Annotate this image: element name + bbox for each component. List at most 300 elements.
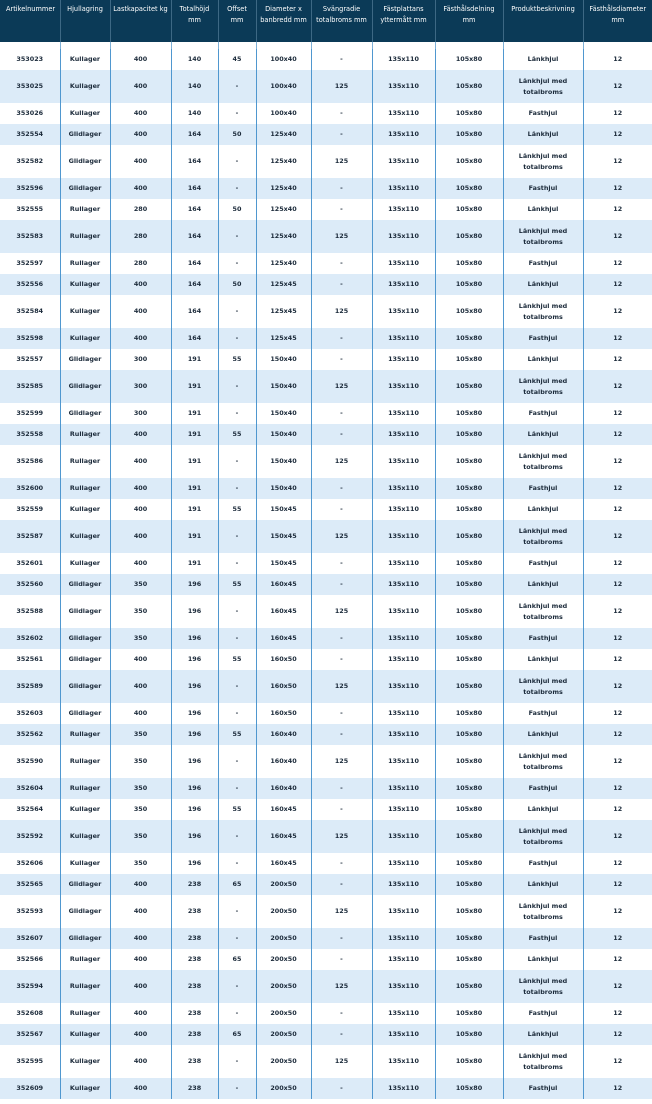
table-row[interactable]: [0, 970, 652, 1003]
swivel-radius-cell: -: [311, 178, 372, 199]
plate-size-cell: 135x110: [372, 424, 435, 445]
plate-size-cell: 135x110: [372, 220, 435, 253]
bolt-hole-diameter-cell: 12: [583, 445, 652, 478]
bolt-hole-diameter-cell: 12: [583, 424, 652, 445]
bearing-cell: Glidlager: [60, 895, 110, 928]
bolt-hole-diameter-cell: 12: [583, 553, 652, 574]
total-height-cell: 196: [171, 745, 218, 778]
table-row[interactable]: [0, 478, 652, 499]
article-number-cell: 352582: [0, 145, 60, 178]
bolt-hole-diameter-cell: 12: [583, 328, 652, 349]
bolt-spacing-cell: 105x80: [435, 745, 503, 778]
bearing-cell: Rullager: [60, 724, 110, 745]
spacer-cell: [256, 42, 311, 49]
load-capacity-cell: 400: [110, 328, 171, 349]
spacer-cell: [311, 42, 372, 49]
description-cell: Länkhjul: [503, 424, 583, 445]
bearing-cell: Rullager: [60, 220, 110, 253]
total-height-cell: 164: [171, 145, 218, 178]
total-height-cell: 164: [171, 178, 218, 199]
diameter-width-cell: 160x45: [256, 595, 311, 628]
col-header-total-height[interactable]: Totalhöjd mm: [171, 0, 218, 42]
description-cell: Fasthjul: [503, 553, 583, 574]
bearing-cell: Kullager: [60, 799, 110, 820]
offset-cell: -: [218, 970, 256, 1003]
swivel-radius-cell: -: [311, 199, 372, 220]
plate-size-cell: 135x110: [372, 778, 435, 799]
offset-cell: 45: [218, 49, 256, 70]
article-number-cell: 352565: [0, 874, 60, 895]
offset-cell: -: [218, 220, 256, 253]
table-row[interactable]: [0, 724, 652, 745]
total-height-cell: 164: [171, 295, 218, 328]
diameter-width-cell: 150x40: [256, 370, 311, 403]
swivel-radius-cell: 125: [311, 820, 372, 853]
swivel-radius-cell: -: [311, 574, 372, 595]
description-cell: Länkhjul med totalbroms: [503, 220, 583, 253]
load-capacity-cell: 300: [110, 403, 171, 424]
description-cell: Länkhjul: [503, 199, 583, 220]
plate-size-cell: 135x110: [372, 949, 435, 970]
col-header-swivel-radius[interactable]: Svängradie totalbroms mm: [311, 0, 372, 42]
offset-cell: 55: [218, 799, 256, 820]
diameter-width-cell: 160x40: [256, 745, 311, 778]
bearing-cell: Glidlager: [60, 874, 110, 895]
bolt-hole-diameter-cell: 12: [583, 820, 652, 853]
description-cell: Länkhjul: [503, 724, 583, 745]
bolt-hole-diameter-cell: 12: [583, 595, 652, 628]
bearing-cell: Glidlager: [60, 703, 110, 724]
table-row[interactable]: [0, 778, 652, 799]
bolt-hole-diameter-cell: 12: [583, 403, 652, 424]
bearing-cell: Rullager: [60, 478, 110, 499]
diameter-width-cell: 200x50: [256, 874, 311, 895]
diameter-width-cell: 200x50: [256, 970, 311, 1003]
diameter-width-cell: 125x40: [256, 253, 311, 274]
swivel-radius-cell: -: [311, 424, 372, 445]
load-capacity-cell: 350: [110, 745, 171, 778]
bearing-cell: Glidlager: [60, 928, 110, 949]
offset-cell: -: [218, 295, 256, 328]
table-row[interactable]: [0, 145, 652, 178]
description-cell: Länkhjul med totalbroms: [503, 295, 583, 328]
offset-cell: -: [218, 1003, 256, 1024]
total-height-cell: 196: [171, 820, 218, 853]
swivel-radius-cell: -: [311, 274, 372, 295]
swivel-radius-cell: -: [311, 478, 372, 499]
load-capacity-cell: 400: [110, 295, 171, 328]
description-cell: Fasthjul: [503, 703, 583, 724]
bolt-spacing-cell: 105x80: [435, 349, 503, 370]
bolt-hole-diameter-cell: 12: [583, 778, 652, 799]
swivel-radius-cell: -: [311, 124, 372, 145]
bolt-hole-diameter-cell: 12: [583, 628, 652, 649]
bolt-spacing-cell: 105x80: [435, 970, 503, 1003]
diameter-width-cell: 150x40: [256, 349, 311, 370]
bolt-spacing-cell: 105x80: [435, 1078, 503, 1099]
bearing-cell: Kullager: [60, 1045, 110, 1078]
article-number-cell: 352602: [0, 628, 60, 649]
article-number-cell: 352585: [0, 370, 60, 403]
bearing-cell: Glidlager: [60, 574, 110, 595]
swivel-radius-cell: -: [311, 403, 372, 424]
bearing-cell: Kullager: [60, 70, 110, 103]
diameter-width-cell: 160x40: [256, 724, 311, 745]
bearing-cell: Glidlager: [60, 145, 110, 178]
description-cell: Fasthjul: [503, 628, 583, 649]
table-row[interactable]: [0, 799, 652, 820]
bolt-hole-diameter-cell: 12: [583, 928, 652, 949]
load-capacity-cell: 350: [110, 799, 171, 820]
bolt-spacing-cell: 105x80: [435, 949, 503, 970]
bolt-spacing-cell: 105x80: [435, 1024, 503, 1045]
bearing-cell: Rullager: [60, 778, 110, 799]
bolt-spacing-cell: 105x80: [435, 220, 503, 253]
plate-size-cell: 135x110: [372, 445, 435, 478]
col-header-bearing[interactable]: Hjullagring: [60, 0, 110, 42]
table-row[interactable]: [0, 220, 652, 253]
description-cell: Länkhjul med totalbroms: [503, 445, 583, 478]
col-header-article-number[interactable]: Artikelnummer: [0, 0, 60, 42]
bearing-cell: Kullager: [60, 520, 110, 553]
article-number-cell: 352598: [0, 328, 60, 349]
article-number-cell: 352557: [0, 349, 60, 370]
offset-cell: -: [218, 745, 256, 778]
offset-cell: -: [218, 520, 256, 553]
table-row[interactable]: [0, 874, 652, 895]
diameter-width-cell: 200x50: [256, 1003, 311, 1024]
bolt-hole-diameter-cell: 12: [583, 724, 652, 745]
load-capacity-cell: 400: [110, 928, 171, 949]
total-height-cell: 164: [171, 274, 218, 295]
table-row[interactable]: [0, 820, 652, 853]
col-header-bolt-hole-diameter[interactable]: Fästhålsdiameter mm: [583, 0, 652, 42]
diameter-width-cell: 200x50: [256, 1024, 311, 1045]
load-capacity-cell: 400: [110, 895, 171, 928]
table-row[interactable]: [0, 1078, 652, 1099]
description-cell: Länkhjul med totalbroms: [503, 670, 583, 703]
table-row[interactable]: [0, 403, 652, 424]
table-body: [0, 42, 652, 1099]
col-header-offset[interactable]: Offset mm: [218, 0, 256, 42]
bolt-spacing-cell: 105x80: [435, 253, 503, 274]
bolt-hole-diameter-cell: 12: [583, 349, 652, 370]
table-row[interactable]: [0, 649, 652, 670]
article-number-cell: 352586: [0, 445, 60, 478]
bolt-hole-diameter-cell: 12: [583, 1078, 652, 1099]
load-capacity-cell: 400: [110, 1024, 171, 1045]
article-number-cell: 352601: [0, 553, 60, 574]
load-capacity-cell: 280: [110, 220, 171, 253]
col-header-bolt-spacing[interactable]: Fästhålsdelning mm: [435, 0, 503, 42]
load-capacity-cell: 400: [110, 553, 171, 574]
col-header-load-capacity[interactable]: Lastkapacitet kg: [110, 0, 171, 42]
article-number-cell: 352588: [0, 595, 60, 628]
header-spacer: [0, 42, 652, 49]
swivel-radius-cell: -: [311, 853, 372, 874]
plate-size-cell: 135x110: [372, 274, 435, 295]
offset-cell: 50: [218, 124, 256, 145]
diameter-width-cell: 160x50: [256, 703, 311, 724]
offset-cell: 65: [218, 949, 256, 970]
swivel-radius-cell: -: [311, 103, 372, 124]
description-cell: Länkhjul: [503, 799, 583, 820]
bearing-cell: Kullager: [60, 1078, 110, 1099]
article-number-cell: 352608: [0, 1003, 60, 1024]
plate-size-cell: 135x110: [372, 1024, 435, 1045]
bearing-cell: Rullager: [60, 949, 110, 970]
article-number-cell: 352593: [0, 895, 60, 928]
diameter-width-cell: 160x45: [256, 574, 311, 595]
description-cell: Länkhjul: [503, 124, 583, 145]
plate-size-cell: 135x110: [372, 253, 435, 274]
article-number-cell: 353023: [0, 49, 60, 70]
bolt-hole-diameter-cell: 12: [583, 499, 652, 520]
load-capacity-cell: 300: [110, 370, 171, 403]
total-height-cell: 196: [171, 703, 218, 724]
table-row[interactable]: [0, 928, 652, 949]
load-capacity-cell: 400: [110, 445, 171, 478]
bolt-hole-diameter-cell: 12: [583, 670, 652, 703]
table-row[interactable]: [0, 670, 652, 703]
load-capacity-cell: 400: [110, 70, 171, 103]
bolt-spacing-cell: 105x80: [435, 199, 503, 220]
swivel-radius-cell: 125: [311, 445, 372, 478]
diameter-width-cell: 200x50: [256, 949, 311, 970]
description-cell: Fasthjul: [503, 1003, 583, 1024]
offset-cell: 55: [218, 649, 256, 670]
offset-cell: -: [218, 328, 256, 349]
load-capacity-cell: 400: [110, 145, 171, 178]
plate-size-cell: 135x110: [372, 295, 435, 328]
plate-size-cell: 135x110: [372, 799, 435, 820]
load-capacity-cell: 400: [110, 1078, 171, 1099]
total-height-cell: 238: [171, 949, 218, 970]
article-number-cell: 352599: [0, 403, 60, 424]
plate-size-cell: 135x110: [372, 853, 435, 874]
bolt-hole-diameter-cell: 12: [583, 1003, 652, 1024]
load-capacity-cell: 400: [110, 649, 171, 670]
bearing-cell: Kullager: [60, 820, 110, 853]
col-header-plate-size[interactable]: Fästplattans yttermått mm: [372, 0, 435, 42]
bolt-hole-diameter-cell: 12: [583, 895, 652, 928]
table-row[interactable]: [0, 745, 652, 778]
table-row[interactable]: [0, 349, 652, 370]
offset-cell: -: [218, 928, 256, 949]
offset-cell: -: [218, 253, 256, 274]
table-row[interactable]: [0, 1024, 652, 1045]
bolt-spacing-cell: 105x80: [435, 628, 503, 649]
spacer-cell: [171, 42, 218, 49]
offset-cell: -: [218, 445, 256, 478]
spacer-cell: [503, 42, 583, 49]
diameter-width-cell: 125x45: [256, 328, 311, 349]
article-number-cell: 352587: [0, 520, 60, 553]
total-height-cell: 196: [171, 574, 218, 595]
plate-size-cell: 135x110: [372, 703, 435, 724]
bolt-spacing-cell: 105x80: [435, 595, 503, 628]
article-number-cell: 352561: [0, 649, 60, 670]
offset-cell: -: [218, 370, 256, 403]
swivel-radius-cell: -: [311, 553, 372, 574]
load-capacity-cell: 350: [110, 574, 171, 595]
bolt-hole-diameter-cell: 12: [583, 703, 652, 724]
article-number-cell: 352607: [0, 928, 60, 949]
offset-cell: -: [218, 1045, 256, 1078]
total-height-cell: 196: [171, 670, 218, 703]
table-row[interactable]: [0, 949, 652, 970]
bolt-hole-diameter-cell: 12: [583, 649, 652, 670]
load-capacity-cell: 400: [110, 124, 171, 145]
load-capacity-cell: 400: [110, 499, 171, 520]
total-height-cell: 191: [171, 520, 218, 553]
swivel-radius-cell: 125: [311, 595, 372, 628]
table-row[interactable]: [0, 703, 652, 724]
diameter-width-cell: 125x45: [256, 274, 311, 295]
diameter-width-cell: 200x50: [256, 895, 311, 928]
col-header-description[interactable]: Produktbeskrivning: [503, 0, 583, 42]
description-cell: Fasthjul: [503, 178, 583, 199]
article-number-cell: 352589: [0, 670, 60, 703]
plate-size-cell: 135x110: [372, 70, 435, 103]
plate-size-cell: 135x110: [372, 553, 435, 574]
load-capacity-cell: 400: [110, 670, 171, 703]
offset-cell: -: [218, 703, 256, 724]
load-capacity-cell: 400: [110, 949, 171, 970]
offset-cell: -: [218, 478, 256, 499]
swivel-radius-cell: -: [311, 49, 372, 70]
load-capacity-cell: 400: [110, 49, 171, 70]
col-header-diameter-width[interactable]: Diameter x banbredd mm: [256, 0, 311, 42]
load-capacity-cell: 400: [110, 103, 171, 124]
bearing-cell: Kullager: [60, 49, 110, 70]
table-row[interactable]: [0, 595, 652, 628]
offset-cell: -: [218, 820, 256, 853]
load-capacity-cell: 400: [110, 703, 171, 724]
swivel-radius-cell: -: [311, 253, 372, 274]
bolt-spacing-cell: 105x80: [435, 70, 503, 103]
offset-cell: 55: [218, 424, 256, 445]
table-row[interactable]: [0, 295, 652, 328]
load-capacity-cell: 400: [110, 1045, 171, 1078]
description-cell: Länkhjul: [503, 874, 583, 895]
table-row[interactable]: [0, 328, 652, 349]
plate-size-cell: 135x110: [372, 928, 435, 949]
bearing-cell: Glidlager: [60, 649, 110, 670]
article-number-cell: 353026: [0, 103, 60, 124]
plate-size-cell: 135x110: [372, 328, 435, 349]
table-row[interactable]: [0, 853, 652, 874]
swivel-radius-cell: 125: [311, 70, 372, 103]
bearing-cell: Glidlager: [60, 628, 110, 649]
table-row[interactable]: [0, 253, 652, 274]
total-height-cell: 191: [171, 403, 218, 424]
table-row[interactable]: [0, 124, 652, 145]
table-row[interactable]: [0, 445, 652, 478]
table-row[interactable]: [0, 103, 652, 124]
offset-cell: 50: [218, 199, 256, 220]
diameter-width-cell: 150x40: [256, 478, 311, 499]
swivel-radius-cell: 125: [311, 970, 372, 1003]
total-height-cell: 191: [171, 478, 218, 499]
bearing-cell: Glidlager: [60, 178, 110, 199]
swivel-radius-cell: -: [311, 1078, 372, 1099]
plate-size-cell: 135x110: [372, 1003, 435, 1024]
total-height-cell: 140: [171, 103, 218, 124]
bolt-spacing-cell: 105x80: [435, 49, 503, 70]
description-cell: Länkhjul: [503, 499, 583, 520]
table-row[interactable]: [0, 178, 652, 199]
bolt-spacing-cell: 105x80: [435, 499, 503, 520]
table-row[interactable]: [0, 424, 652, 445]
table-row[interactable]: [0, 499, 652, 520]
diameter-width-cell: 100x40: [256, 103, 311, 124]
diameter-width-cell: 150x40: [256, 403, 311, 424]
bolt-hole-diameter-cell: 12: [583, 220, 652, 253]
bolt-hole-diameter-cell: 12: [583, 253, 652, 274]
swivel-radius-cell: -: [311, 799, 372, 820]
article-number-cell: 352583: [0, 220, 60, 253]
plate-size-cell: 135x110: [372, 520, 435, 553]
total-height-cell: 140: [171, 70, 218, 103]
total-height-cell: 196: [171, 853, 218, 874]
bearing-cell: Kullager: [60, 1024, 110, 1045]
spacer-cell: [218, 42, 256, 49]
diameter-width-cell: 200x50: [256, 1045, 311, 1078]
bolt-hole-diameter-cell: 12: [583, 1024, 652, 1045]
table-row[interactable]: [0, 49, 652, 70]
bearing-cell: Glidlager: [60, 349, 110, 370]
total-height-cell: 191: [171, 370, 218, 403]
table-row[interactable]: [0, 628, 652, 649]
load-capacity-cell: 400: [110, 424, 171, 445]
article-number-cell: 353025: [0, 70, 60, 103]
spacer-cell: [110, 42, 171, 49]
swivel-radius-cell: -: [311, 874, 372, 895]
diameter-width-cell: 150x45: [256, 499, 311, 520]
load-capacity-cell: 300: [110, 349, 171, 370]
bolt-spacing-cell: 105x80: [435, 478, 503, 499]
bearing-cell: Glidlager: [60, 595, 110, 628]
table-row[interactable]: [0, 574, 652, 595]
diameter-width-cell: 160x40: [256, 778, 311, 799]
bolt-hole-diameter-cell: 12: [583, 70, 652, 103]
offset-cell: -: [218, 670, 256, 703]
bearing-cell: Rullager: [60, 970, 110, 1003]
load-capacity-cell: 350: [110, 595, 171, 628]
table-row[interactable]: [0, 1045, 652, 1078]
table-row[interactable]: [0, 895, 652, 928]
plate-size-cell: 135x110: [372, 820, 435, 853]
description-cell: Länkhjul: [503, 349, 583, 370]
diameter-width-cell: 200x50: [256, 928, 311, 949]
plate-size-cell: 135x110: [372, 1045, 435, 1078]
offset-cell: 55: [218, 349, 256, 370]
table-row[interactable]: [0, 199, 652, 220]
swivel-radius-cell: 125: [311, 1045, 372, 1078]
table-row[interactable]: [0, 370, 652, 403]
table-row[interactable]: [0, 274, 652, 295]
offset-cell: -: [218, 853, 256, 874]
plate-size-cell: 135x110: [372, 103, 435, 124]
table-row[interactable]: [0, 70, 652, 103]
bearing-cell: Kullager: [60, 274, 110, 295]
table-row[interactable]: [0, 520, 652, 553]
table-row[interactable]: [0, 1003, 652, 1024]
bolt-spacing-cell: 105x80: [435, 370, 503, 403]
table-row[interactable]: [0, 553, 652, 574]
article-number-cell: 352606: [0, 853, 60, 874]
